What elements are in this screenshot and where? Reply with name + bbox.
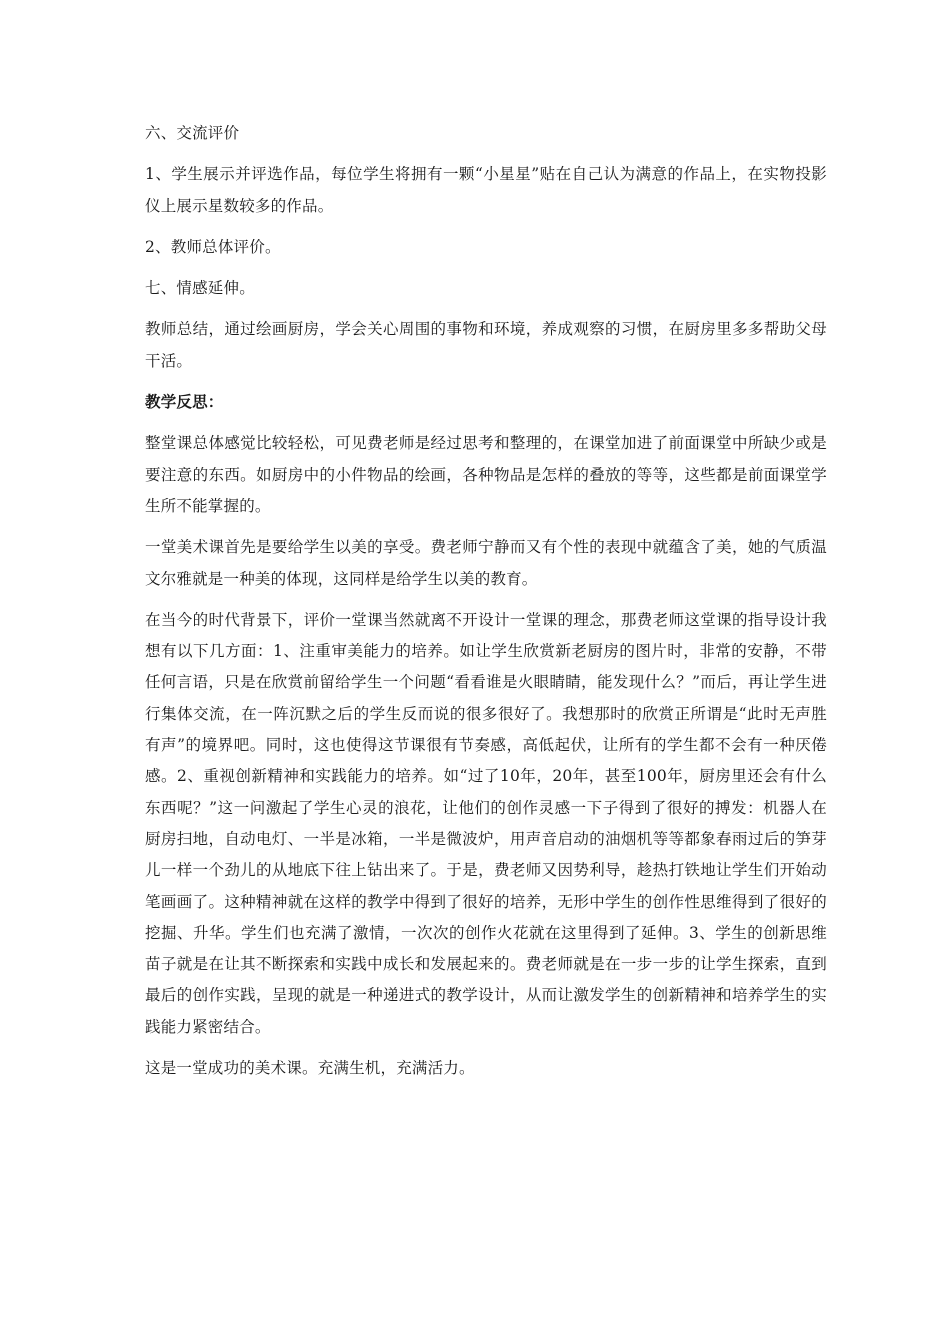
paragraph-conclusion: 这是一堂成功的美术课。充满生机，充满活力。 <box>145 1059 475 1078</box>
paragraph-student-showcase: 1、学生展示并评选作品，每位学生将拥有一颗“小星星”贴在自己认为满意的作品上，在实物投影仪上展示星数较多的作品。 <box>145 165 827 215</box>
paragraph-reflection-3: 在当今的时代背景下，评价一堂课当然就离不开设计一堂课的理念，那费老师这堂课的指导设计我想有以下几方面：1、注重审美能力的培养。如让学生欣赏新老厨房的图片时，非常的安静，不带任何言语，只是在欣赏前留给学生一个问题“看看谁是火眼睛睛，能发现什么？”而后，再让学生进行集体交流，在一阵沉默之后的学生反而说的很多很好了。我想那时的欣赏正所谓是“此时无声胜有声”的境界吧。同时，这也使得这节课很有节奏感，高低起伏，让所有的学生都不会有一种厌倦感。2、重视创新精神和实践能力的培养。如“过了10年，20年，甚至100年，厨房里还会有什么东西呢？”这一问激起了学生心灵的浪花，让他们的创作灵感一下子得到了很好的搏发：机器人在厨房扫地，自动电灯、一半是冰箱，一半是微波炉，用声音启动的油烟机等等都象春雨过后的笋芽儿一样一个劲儿的从地底下往上钻出来了。于是，费老师又因势利导，趁热打铁地让学生们开始动笔画画了。这种精神就在这样的教学中得到了很好的培养，无形中学生的创作性思维得到了很好的挖掘、升华。学生们也充满了激情，一次次的创作火花就在这里得到了延伸。3、学生的创新思维苗子就是在让其不断探索和实践中成长和发展起来的。费老师就是在一步一步的让学生探索，直到最后的创作实践，呈现的就是一种递进式的教学设计，从而让激发学生的创新精神和培养学生的实践能力紧密结合。 <box>145 610 827 1036</box>
document-body <box>145 118 827 1084</box>
section-heading-exchange-evaluation: 六、交流评价 <box>145 124 240 142</box>
paragraph-teacher-summary: 教师总结，通过绘画厨房，学会关心周围的事物和环境，养成观察的习惯，在厨房里多多帮助父母干活。 <box>145 320 827 370</box>
paragraph-reflection-2: 一堂美术课首先是要给学生以美的享受。费老师宁静而又有个性的表现中就蕴含了美，她的气质温文尔雅就是一种美的体现，这同样是给学生以美的教育。 <box>145 538 827 588</box>
section-heading-emotional-extension: 七、情感延伸。 <box>145 279 255 298</box>
paragraph-teacher-evaluation: 2、教师总体评价。 <box>145 237 281 256</box>
section-heading-teaching-reflection: 教学反思： <box>145 393 224 412</box>
paragraph-reflection-1: 整堂课总体感觉比较轻松，可见费老师是经过思考和整理的，在课堂加进了前面课堂中所缺少或是要注意的东西。如厨房中的小件物品的绘画，各种物品是怎样的叠放的等等，这些都是前面课堂学生所不能掌握的。 <box>145 434 827 515</box>
